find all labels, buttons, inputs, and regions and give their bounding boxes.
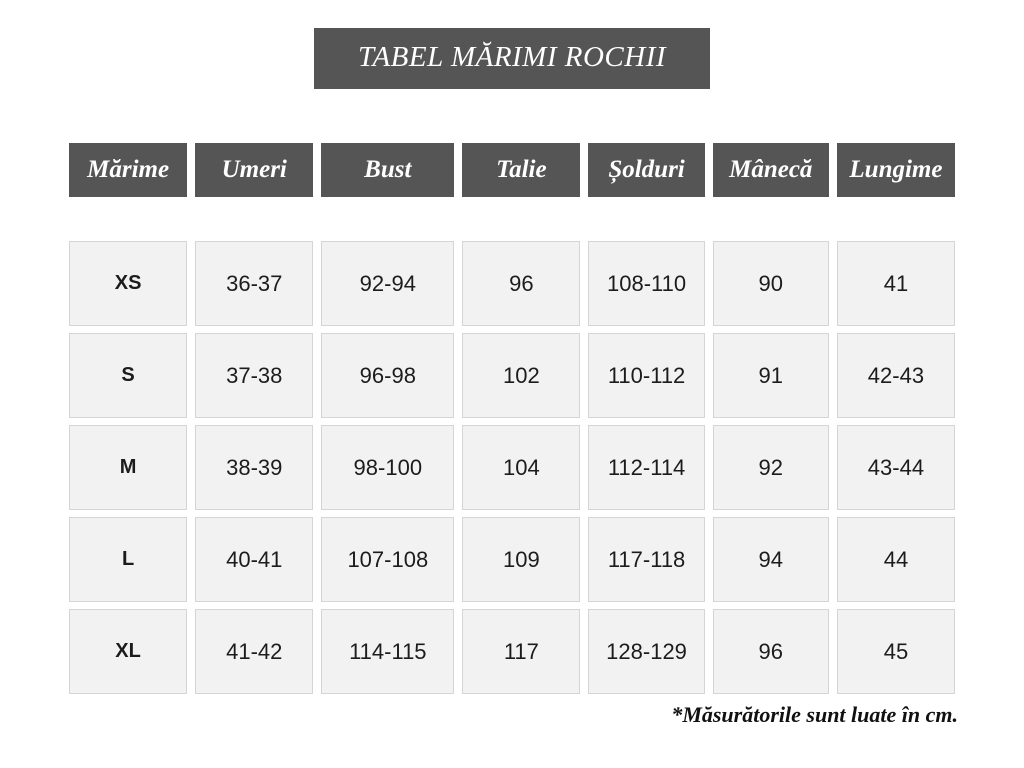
cell-size: S [69,333,187,418]
cell-maneca: 92 [713,425,829,510]
table-header-row [69,143,955,197]
measurement-note: *Măsurătorile sunt luate în cm. [671,702,958,727]
cell-umeri: 41-42 [195,609,313,694]
table-row [69,609,955,694]
cell-talie: 104 [462,425,580,510]
cell-size: XL [69,609,187,694]
cell-maneca: 90 [713,241,829,326]
cell-solduri: 110-112 [588,333,704,418]
cell-umeri: 40-41 [195,517,313,602]
cell-maneca: 96 [713,609,829,694]
title-container [0,0,1024,89]
cell-size: XS [69,241,187,326]
cell-talie: 109 [462,517,580,602]
cell-solduri: 112-114 [588,425,704,510]
column-header-talie: Talie [462,143,580,197]
column-header-umeri: Umeri [195,143,313,197]
cell-bust: 92-94 [321,241,454,326]
cell-bust: 114-115 [321,609,454,694]
cell-bust: 98-100 [321,425,454,510]
cell-bust: 107-108 [321,517,454,602]
column-header-maneca: Mânecă [713,143,829,197]
cell-lungime: 41 [837,241,955,326]
column-header-solduri: Șolduri [588,143,704,197]
cell-talie: 117 [462,609,580,694]
cell-talie: 102 [462,333,580,418]
page-title: TABEL MĂRIMI ROCHII [314,28,710,89]
cell-lungime: 43-44 [837,425,955,510]
cell-lungime: 44 [837,517,955,602]
cell-solduri: 108-110 [588,241,704,326]
cell-size: M [69,425,187,510]
cell-umeri: 37-38 [195,333,313,418]
cell-lungime: 42-43 [837,333,955,418]
cell-solduri: 117-118 [588,517,704,602]
cell-talie: 96 [462,241,580,326]
table-body [69,241,955,694]
cell-maneca: 91 [713,333,829,418]
cell-umeri: 36-37 [195,241,313,326]
cell-size: L [69,517,187,602]
cell-maneca: 94 [713,517,829,602]
cell-lungime: 45 [837,609,955,694]
column-header-marime: Mărime [69,143,187,197]
table-row [69,333,955,418]
column-header-bust: Bust [321,143,454,197]
table-row [69,425,955,510]
size-table [69,143,955,694]
table-row [69,517,955,602]
column-header-lungime: Lungime [837,143,955,197]
cell-solduri: 128-129 [588,609,704,694]
table-row [69,241,955,326]
cell-bust: 96-98 [321,333,454,418]
cell-umeri: 38-39 [195,425,313,510]
